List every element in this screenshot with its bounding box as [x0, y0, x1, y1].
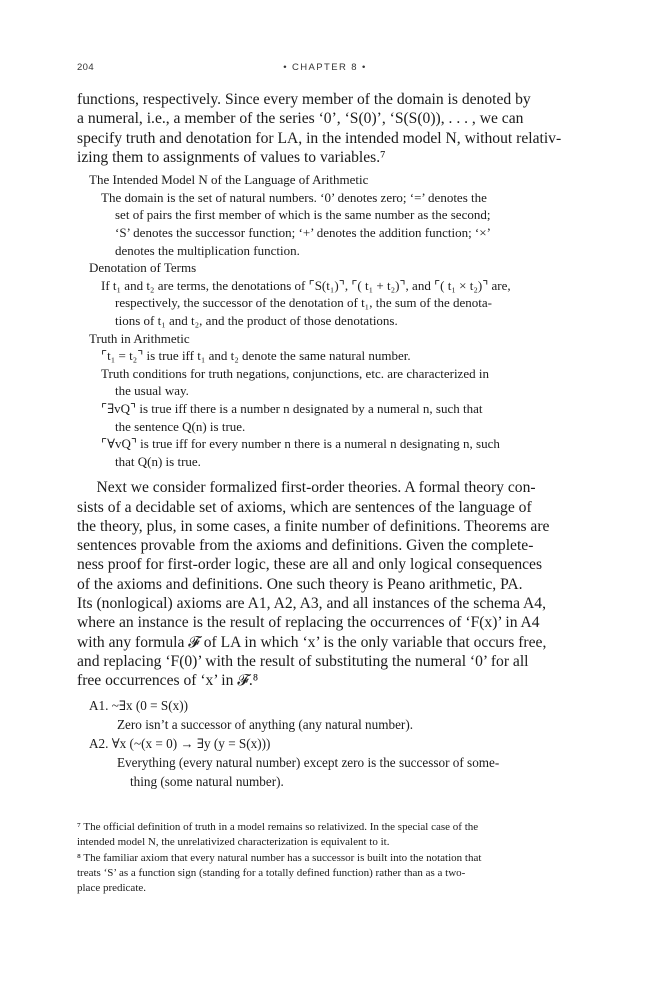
- block-line: ⌜∀vQ⌝ is true iff for every number n there is a numeral n designating n, such: [101, 436, 500, 452]
- axiom-gloss: thing (some natural number).: [130, 773, 284, 789]
- block-heading: Denotation of Terms: [89, 260, 197, 276]
- block-line: Truth conditions for truth negations, conjunctions, etc. are characterized in: [101, 365, 489, 381]
- text-line: free occurrences of ‘x’ in 𝓕.⁸: [77, 672, 259, 690]
- text-line: ness proof for first-order logic, these are all and only logical consequences: [77, 556, 543, 574]
- block-line: denotes the multiplication function.: [115, 242, 300, 258]
- block-line: the sentence Q(n) is true.: [115, 418, 246, 434]
- text-line: functions, respectively. Since every member of the domain is denoted by: [77, 91, 531, 108]
- text-line: izing them to assignments of values to variables.⁷: [77, 148, 386, 166]
- block-line: ⌜∃vQ⌝ is true iff there is a number n designated by a numeral n, such that: [101, 400, 483, 416]
- chapter-heading: • CHAPTER 8 •: [283, 62, 367, 73]
- axiom-gloss: Zero isn’t a successor of anything (any natural number).: [117, 716, 414, 732]
- block-line: respectively, the successor of the denotation of t₁, the sum of the denota-: [115, 295, 492, 311]
- block-line: The domain is the set of natural numbers. ‘0’ denotes zero; ‘=’ denotes the: [101, 189, 487, 205]
- text-line: Next we consider formalized first-order theories. A formal theory con-: [77, 479, 536, 497]
- block-heading: Truth in Arithmetic: [89, 330, 190, 346]
- axiom-gloss: Everything (every natural number) except zero is the successor of some-: [117, 754, 500, 770]
- text-line: and replacing ‘F(0)’ with the result of substituting the numeral ‘0’ for all: [77, 652, 529, 670]
- footnote-line: ⁸ The familiar axiom that every natural number has a successor is built into the notation that: [77, 851, 482, 864]
- text-line: a numeral, i.e., a member of the series ‘0’, ‘S(0)’, ‘S(S(0)), . . . , we can: [77, 110, 524, 128]
- block-line: that Q(n) is true.: [115, 453, 201, 469]
- block-line: set of pairs the first member of which is the same number as the second;: [115, 207, 491, 223]
- text-line: with any formula 𝓕 of LA in which ‘x’ is the only variable that occurs free,: [77, 633, 547, 651]
- main-paragraph: [77, 478, 573, 690]
- block-line: ‘S’ denotes the successor function; ‘+’ denotes the addition function; ‘×’: [115, 224, 491, 240]
- block-line: tions of t₁ and t₂, and the product of those denotations.: [115, 312, 398, 328]
- footnote-line: intended model N, the unrelativized characterization is equivalent to it.: [77, 836, 390, 849]
- block-line: ⌜t₁ = t₂⌝ is true iff t₁ and t₂ denote the same natural number.: [101, 348, 411, 364]
- page-number: 204: [77, 62, 95, 73]
- axiom-formula: A2. ∀x (~(x = 0) → ∃y (y = S(x))): [89, 735, 271, 751]
- axiom-list: [77, 696, 573, 791]
- text-line: the theory, plus, in some cases, a finite number of definitions. Theorems are: [77, 517, 550, 535]
- definition-block: [77, 171, 573, 470]
- text-line: of the axioms and definitions. One such theory is Peano arithmetic, PA.: [77, 575, 523, 593]
- block-heading: The Intended Model N of the Language of Arithmetic: [89, 172, 369, 188]
- text-line: sists of a decidable set of axioms, which are sentences of the language of: [77, 498, 532, 516]
- footnote-line: ⁷ The official definition of truth in a model remains so relativized. In the special case of the: [77, 821, 479, 833]
- block-line: If t₁ and t₂ are terms, the denotations of ⌜S(t₁)⌝, ⌜( t₁ + t₂)⌝, and ⌜( t₁ × t₂)⌝ are,: [101, 277, 511, 293]
- axiom-formula: A1. ~∃x (0 = S(x)): [89, 697, 189, 713]
- text-line: sentences provable from the axioms and definitions. Given the complete-: [77, 537, 534, 555]
- text-line: specify truth and denotation for LA, in the intended model N, without relativ-: [77, 129, 562, 147]
- footnotes: [77, 820, 573, 896]
- intro-paragraph: [77, 90, 573, 167]
- footnote-line: place predicate.: [77, 882, 147, 895]
- block-line: the usual way.: [115, 383, 189, 399]
- footnote-line: treats ‘S’ as a function sign (standing for a totally defined function) rather than as a two-: [77, 866, 466, 879]
- text-line: Its (nonlogical) axioms are A1, A2, A3, and all instances of the schema A4,: [77, 595, 547, 613]
- text-line: where an instance is the result of replacing the occurrences of ‘F(x)’ in A4: [77, 614, 540, 632]
- page-body: [77, 90, 573, 791]
- running-header: [77, 62, 573, 76]
